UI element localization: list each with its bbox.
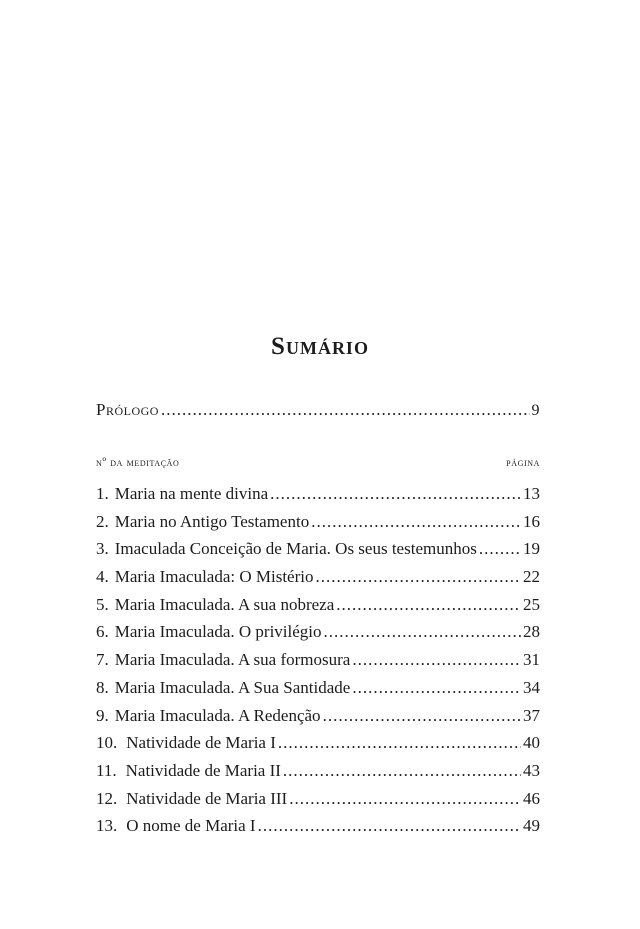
toc-entry[interactable]: [96, 674, 540, 702]
entry-title: Maria Imaculada. A Redenção: [114, 705, 321, 725]
dot-leader: [352, 674, 521, 702]
entry-title: Maria Imaculada. A Sua Santidade: [114, 677, 351, 697]
entry-page-number: 37: [523, 705, 540, 725]
entry-title: Maria Imaculada. O privilégio: [114, 622, 322, 642]
entry-number: 4.: [96, 567, 109, 587]
entry-number: 13.: [96, 816, 118, 836]
entry-title: O nome de Maria I: [126, 816, 256, 836]
entry-page-number: 16: [523, 511, 540, 531]
toc-entry[interactable]: [96, 591, 540, 619]
dot-leader: [316, 563, 522, 591]
entry-page-number: 13: [523, 484, 540, 503]
toc-entry[interactable]: [96, 618, 540, 646]
entry-number: 8.: [96, 677, 109, 697]
dot-leader: [336, 591, 521, 619]
dot-leader: [258, 812, 521, 840]
entry-page-number: 49: [523, 816, 540, 836]
dot-leader: [283, 757, 521, 785]
dot-leader: [323, 702, 521, 730]
entry-title: Natividade de Maria III: [126, 788, 288, 808]
dot-leader: [161, 400, 530, 420]
dot-leader: [352, 646, 521, 674]
entry-page-number: 43: [523, 760, 540, 780]
entry-page-number: 25: [523, 594, 540, 614]
entry-number: 6.: [96, 622, 109, 642]
entry-title: Maria no Antigo Testamento: [114, 511, 310, 531]
entry-number: 2.: [96, 511, 109, 531]
entry-page-number: 22: [523, 567, 540, 587]
toc-entry[interactable]: [96, 563, 540, 591]
entry-title: Imaculada Conceição de Maria. Os seus testemunhos: [114, 539, 477, 559]
entry-number: 11.: [96, 760, 117, 780]
page-title: Sumário: [271, 332, 369, 360]
toc-entry[interactable]: [96, 729, 540, 757]
entry-number: 3.: [96, 539, 109, 559]
toc-column-headers: [96, 455, 540, 470]
dot-leader: [270, 480, 521, 508]
entry-title: Maria Imaculada: O Mistério: [114, 567, 314, 587]
entry-number: 5.: [96, 594, 109, 614]
entry-page-number: 46: [523, 788, 540, 808]
toc-entries-list: [96, 480, 540, 840]
prologue-label: Prólogo: [96, 400, 159, 419]
entry-page-number: 19: [523, 539, 540, 559]
dot-leader: [278, 729, 521, 757]
entry-title: Maria Imaculada. A sua nobreza: [114, 594, 335, 614]
toc-entry[interactable]: [96, 508, 540, 536]
toc-entry[interactable]: [96, 785, 540, 813]
entry-number: 10.: [96, 733, 118, 753]
prologue-page-number: 9: [531, 402, 540, 419]
toc-entry[interactable]: [96, 646, 540, 674]
entry-title: Natividade de Maria II: [125, 760, 281, 780]
entry-number: 9.: [96, 705, 109, 725]
entry-title: Maria Imaculada. A sua formosura: [114, 650, 351, 670]
dot-leader: [289, 785, 521, 813]
dot-leader: [311, 508, 521, 536]
entry-number: 7.: [96, 650, 109, 670]
dot-leader: [479, 535, 521, 563]
toc-entry[interactable]: [96, 702, 540, 730]
entry-page-number: 34: [523, 677, 540, 697]
entry-number: 12.: [96, 788, 118, 808]
entry-page-number: 28: [523, 622, 540, 642]
toc-entry[interactable]: [96, 535, 540, 563]
entry-page-number: 40: [523, 733, 540, 753]
meditation-number-header: nº da meditação: [96, 455, 180, 469]
entry-title: Natividade de Maria I: [126, 733, 276, 753]
toc-entry[interactable]: [96, 757, 540, 785]
entry-number: 1.: [96, 484, 109, 503]
page-header: página: [506, 455, 540, 469]
toc-entry-prologue[interactable]: [96, 400, 540, 426]
entry-title: Maria na mente divina: [114, 484, 269, 503]
entry-page-number: 31: [523, 650, 540, 670]
dot-leader: [324, 618, 521, 646]
toc-entry[interactable]: [96, 812, 540, 840]
toc-entry[interactable]: [96, 480, 540, 508]
